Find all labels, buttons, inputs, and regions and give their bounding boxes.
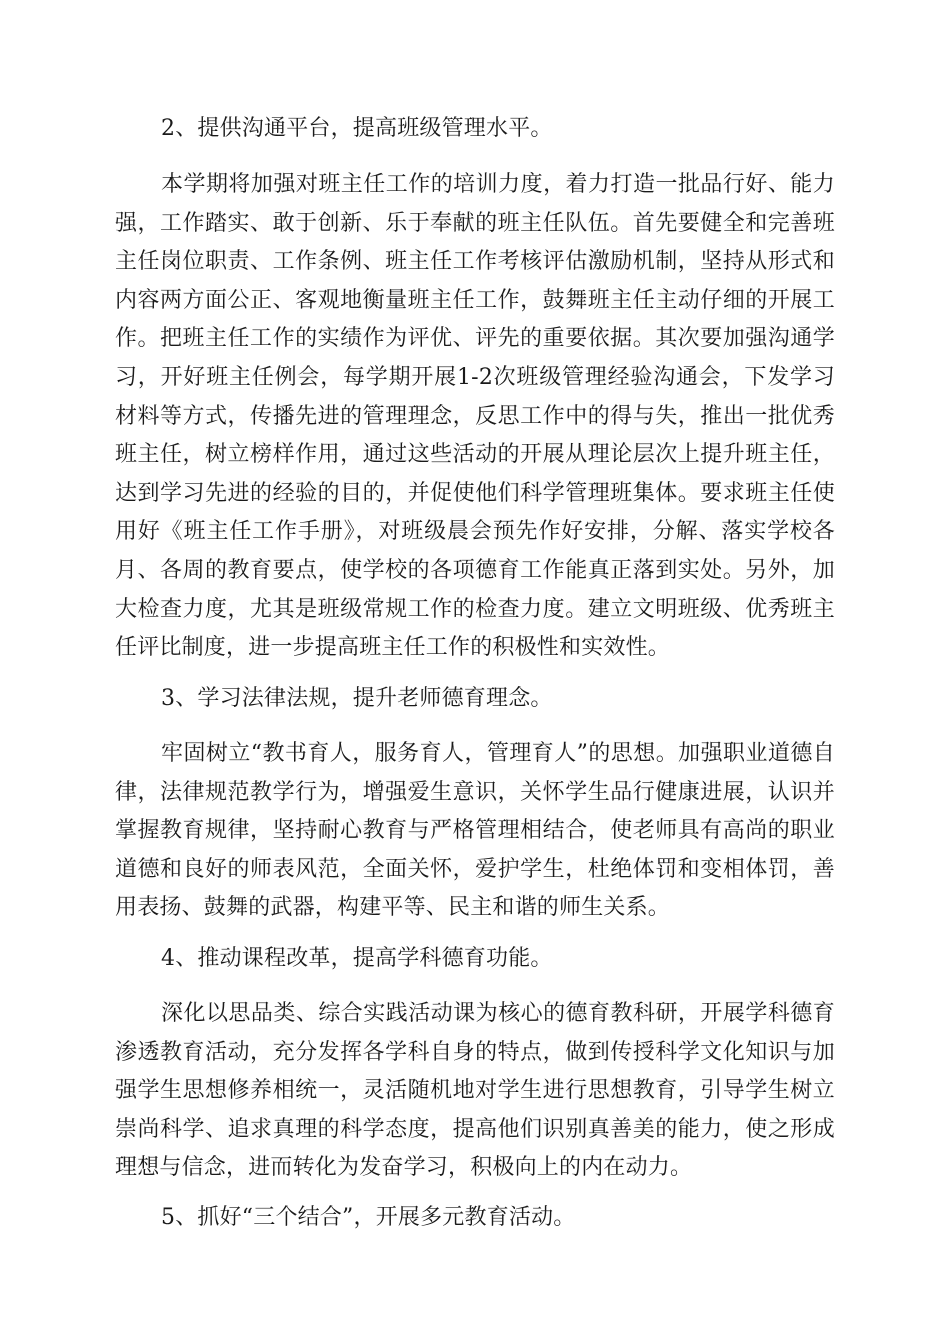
section-heading-4: 4、推动课程改革，提高学科德育功能。 [161,946,553,971]
section-paragraph-4: 深化以思品类、综合实践活动课为核心的德育教科研，开展学科德育渗透教育活动，充分发挥各学科自身的特点，做到传授科学文化知识与加强学生思想修养相统一，灵活随机地对学生进行思想教育，引导学生树立崇尚科学、追求真理的科学态度，提高他们识别真善美的能力，使之形成理想与信念，进而转化为发奋学习，积极向上的内在动力。 [115,1001,835,1181]
section-paragraph-3: 牢固树立“教书育人，服务育人，管理育人”的思想。加强职业道德自律，法律规范教学行为，增强爱生意识，关怀学生品行健康进展，认识并掌握教育规律，坚持耐心教育与严格管理相结合，使老师具有高尚的职业道德和良好的师表风范，全面关怀，爱护学生，杜绝体罚和变相体罚，善用表扬、鼓舞的武器，构建平等、民主和谐的师生关系。 [115,741,835,921]
section-heading-3: 3、学习法律法规，提升老师德育理念。 [161,686,553,711]
section-heading-5: 5、抓好“三个结合”，开展多元教育活动。 [161,1205,576,1230]
section-paragraph-2: 本学期将加强对班主任工作的培训力度，着力打造一批品行好、能力强，工作踏实、敢于创新、乐于奉献的班主任队伍。首先要健全和完善班主任岗位职责、工作条例、班主任工作考核评估激励机制，坚持从形式和内容两方面公正、客观地衡量班主任工作，鼓舞班主任主动仔细的开展工作。把班主任工作的实绩作为评优、评先的重要依据。其次要加强沟通学习，开好班主任例会，每学期开展1-2次班级管理经验沟通会，下发学习材料等方式，传播先进的管理理念，反思工作中的得与失，推出一批优秀班主任，树立榜样作用，通过这些活动的开展从理论层次上提升班主任，达到学习先进的经验的目的，并促使他们科学管理班集体。要求班主任使用好《班主任工作手册》，对班级晨会预先作好安排，分解、落实学校各月、各周的教育要点，使学校的各项德育工作能真正落到实处。另外，加大检查力度，尤其是班级常规工作的检查力度。建立文明班级、优秀班主任评比制度，进一步提高班主任工作的积极性和实效性。 [115,172,835,661]
section-heading-2: 2、提供沟通平台，提高班级管理水平。 [161,116,553,141]
